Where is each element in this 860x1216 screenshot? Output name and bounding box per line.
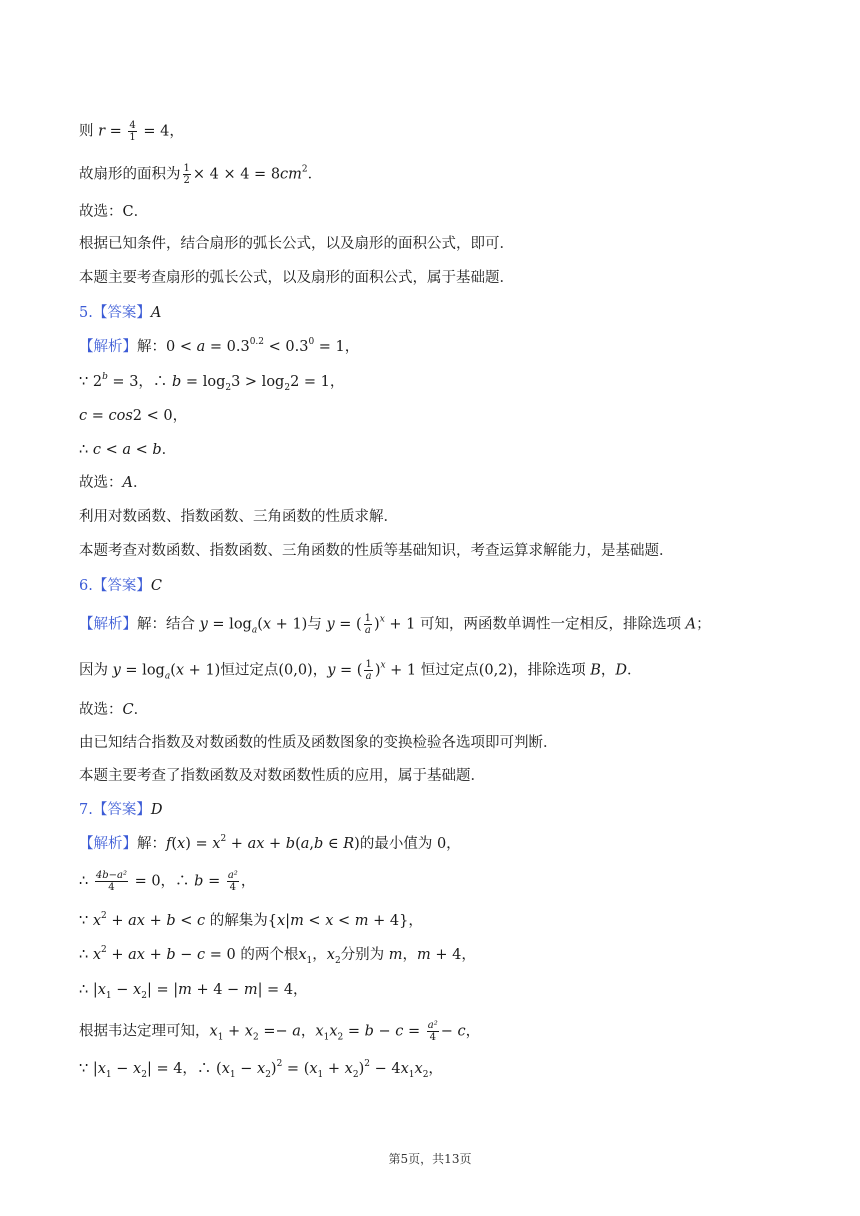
q7-analysis-line-4: ∴ $x^2$ + ax + b − c = 0 的两个根$x_1$，$x_2$分别为 m，m + 4， <box>79 945 476 966</box>
q7-analysis-line-7: ∵ $|x_1 - x_2| = 4$，∴ $(x_1 - x_2)^2 = (x_1 + x_2)^2 - 4x_1x_2$， <box>79 1059 443 1080</box>
text-line-answer-c: 故选：C． <box>79 204 149 220</box>
q7-analysis-line-1: 【解析】解：$f(x) = x^2$ + ax + b(a,b ∈ R)的最小值为 0， <box>79 834 461 852</box>
q5-analysis-line-4: ∴ c < a < b． <box>79 442 177 458</box>
question-7-header: 7.【答案】D <box>79 802 163 818</box>
text-line-summary: 本题主要考查扇形的弧长公式，以及扇形的面积公式，属于基础题． <box>79 270 514 286</box>
question-5-header: 5.【答案】A <box>79 305 162 321</box>
q5-analysis-line-3: c = cos2 < 0， <box>79 408 188 424</box>
q6-answer-line: 故选：C． <box>79 702 149 718</box>
q5-summary-line: 本题考查对数函数、指数函数、三角函数的性质等基础知识，考查运算求解能力，是基础题． <box>79 543 674 559</box>
q5-answer-line: 故选：A． <box>79 475 148 491</box>
text-line-sector-area: 故扇形的面积为 $\frac{1}{2}$ × $4 \times 4 = 8cm^2$． <box>79 163 323 186</box>
page-footer: 第5页，共13页 <box>388 1152 472 1166</box>
text-line-method: 根据已知条件，结合扇形的弧长公式，以及扇形的面积公式，即可． <box>79 236 514 252</box>
q6-analysis-line-1: 【解析】解：结合 $y = \log_a(x + 1)$与 y = ( $\frac{1}{a}$ )$^x$ + 1 可知，两函数单调性一定相反，排除选项 A； <box>79 613 711 636</box>
q7-analysis-line-5: ∴ $|x_1 - x_2| = |m + 4 - m| = 4$， <box>79 982 308 1001</box>
q6-analysis-line-2: 因为 $y = \log_a(x + 1)$恒过定点(0,0)，y = ( $\frac{1}{a}$ )$^x$ + 1 恒过定点(0,2)，排除选项 B，D． <box>79 659 642 682</box>
text-prefix: 则 <box>79 123 99 140</box>
q7-analysis-line-2: ∴ $\frac{\text{4b−a²}}{4}$ = 0，∴ b = $\frac{\text{a²}}{4}$ ， <box>79 870 256 893</box>
q6-method-line: 由已知结合指数及对数函数的性质及函数图象的变换检验各选项即可判断． <box>79 735 558 751</box>
q5-analysis-line-2: ∵ $2^b = 3$，∴ $b = \log_23 > \log_22 = 1$， <box>79 372 345 393</box>
q7-analysis-line-3: ∵ $x^2$ + ax + b < c 的解集为{x|m < x < m + 4}， <box>79 911 423 929</box>
q7-analysis-line-6: 根据韦达定理可知，$x_1 + x_2 =- a$，$x_1x_2 = b - c$ = $\frac{\text{a²}}{4}$ − c， <box>79 1020 481 1043</box>
question-6-header: 6.【答案】C <box>79 578 162 594</box>
text-line-r-value: 则 r = $\frac{4}{1}$ = 4， <box>79 120 184 143</box>
q5-method-line: 利用对数函数、指数函数、三角函数的性质求解． <box>79 509 398 525</box>
q6-summary-line: 本题主要考查了指数函数及对数函数性质的应用，属于基础题． <box>79 768 485 784</box>
q5-analysis-line-1: 【解析】解：$0 < a = 0.3^{0.2} < 0.3^0 = 1$， <box>79 337 360 355</box>
